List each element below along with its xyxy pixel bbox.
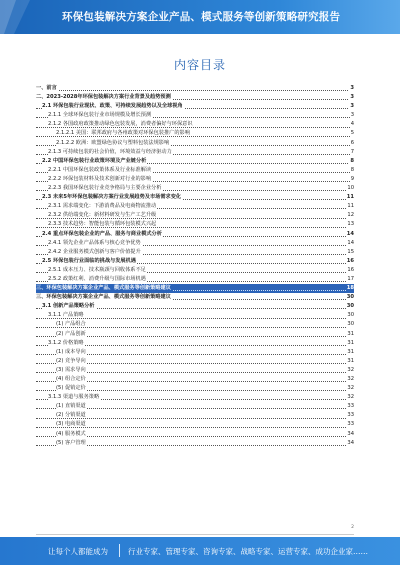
toc-entry-page: 8 [350, 166, 354, 175]
toc-entry-page: 5 [350, 129, 354, 138]
toc-entry-title: 2.5.2 政策红利、消费升级与国际市场机遇 [48, 275, 146, 282]
toc-entry[interactable] [36, 420, 354, 429]
toc-entry[interactable] [36, 439, 354, 448]
toc-entry-title: 三、环保包装解决方案企业产品、模式服务等创新策略建议 [36, 285, 171, 292]
report-title: 环保包装解决方案企业产品、模式服务等创新策略研究报告 [62, 11, 341, 23]
toc-entry[interactable] [36, 357, 354, 366]
toc-entry-title: 2.1.1 全球环保包装行业市场规模及增长预测 [48, 112, 152, 119]
toc-entry-page: 16 [346, 266, 354, 275]
toc-entry-title: 2.3.3 技术趋势：智能包装与循环包装模式兴起 [48, 221, 157, 228]
footer-tagline: 行业专家、管理专家、咨询专家、战略专家、运营专家、成功企业家…… [128, 547, 368, 556]
toc-entry-page: 31 [346, 330, 354, 339]
toc-entry[interactable] [36, 293, 354, 302]
toc-entry-page: 30 [346, 320, 354, 329]
toc-entry-page: 13 [346, 220, 354, 229]
toc-entry-title: (5) 客户管理 [56, 439, 86, 446]
toc-entry-title: 2.4.1 领先企业产品体系与核心竞争优势 [48, 239, 141, 246]
toc-entry-page: 33 [346, 402, 354, 411]
toc-entry[interactable] [36, 175, 354, 184]
toc-entry[interactable] [36, 166, 354, 175]
toc-entry[interactable] [36, 84, 354, 93]
toc-entry[interactable] [36, 139, 354, 148]
footer-separator [119, 544, 120, 557]
toc-entry-page: 16 [346, 257, 354, 266]
toc-entry-page: 30 [346, 293, 354, 302]
toc-entry-title: 2.2.1 中国环保包装政策体系及行业标准解读 [48, 166, 152, 173]
toc-entry-page: 3 [349, 84, 354, 93]
toc-entry-title: 2.1.2 各国政府政策推动绿色包装发展，消费者偏好与环保意识 [48, 121, 193, 128]
toc-entry-title: (3) 电商渠道 [56, 421, 86, 428]
toc-entry[interactable] [36, 339, 354, 348]
toc-entry[interactable] [36, 302, 354, 311]
toc-entry[interactable] [36, 93, 354, 102]
toc-entry[interactable] [36, 248, 354, 257]
toc-entry-page: 3 [349, 93, 354, 102]
toc-entry-title: 3.1.2 价格策略 [48, 339, 84, 346]
toc-entry-title: (1) 成本导向 [56, 348, 86, 355]
toc-entry-title: 2.1.3 可持续包装的社会价值，环境效益与经济驱动力 [48, 148, 172, 155]
toc-entry-title: 2.2.3 我国环保包装行业竞争格局与主要企业分析 [48, 185, 162, 192]
toc-entry-page: 3 [349, 102, 354, 111]
toc-entry-page: 17 [346, 275, 354, 284]
toc-entry[interactable] [36, 220, 354, 229]
page-number: 2 [351, 525, 354, 530]
toc-entry[interactable] [36, 430, 354, 439]
toc-leader-dots [36, 90, 354, 91]
toc-entry[interactable] [36, 411, 354, 420]
toc-entry-title: 2.5 环保包装行业面临的挑战与发展机遇 [42, 257, 136, 264]
toc-entry-title: 一、前言 [36, 85, 57, 91]
toc-entry-title: 三、环保包装解决方案企业产品、模式服务等创新策略建议 [36, 294, 171, 301]
toc-entry-page: 30 [346, 302, 354, 311]
toc-entry[interactable] [36, 257, 354, 266]
toc-entry[interactable] [36, 275, 354, 284]
toc-entry-title: 2.3.1 需求端变化：下游消费品及电商物流推动 [48, 203, 157, 210]
toc-entry-page: 18 [346, 284, 354, 293]
toc-entry[interactable] [36, 120, 354, 129]
toc-entry-page: 33 [346, 420, 354, 429]
toc-entry[interactable] [36, 157, 354, 166]
toc-entry-page: 7 [350, 148, 354, 157]
toc-entry-page: 12 [346, 211, 354, 220]
toc-entry[interactable] [36, 375, 354, 384]
toc-entry[interactable] [36, 330, 354, 339]
toc-entry-title: (4) 服务模式 [56, 430, 86, 437]
header-decoration-icon [0, 0, 40, 34]
table-of-contents [36, 84, 354, 448]
toc-entry-title: 2.3.2 供给端变化：新材料研发与生产工艺升级 [48, 212, 157, 219]
toc-entry-page: 10 [346, 184, 354, 193]
toc-entry[interactable] [36, 402, 354, 411]
toc-entry-title: (2) 竞争导向 [56, 357, 86, 364]
toc-entry-title: 二、2023-2028年环保包装解决方案行业背景及趋势预测 [36, 94, 171, 101]
toc-entry-title: 2.2.2 环保包装材料及技术创新对行业的影响 [48, 175, 152, 182]
toc-entry-title: 2.4.2 企业服务模式创新与客户价值提升 [48, 248, 141, 255]
toc-entry-page: 14 [346, 230, 354, 239]
toc-entry-page: 6 [350, 139, 354, 148]
toc-entry[interactable] [36, 348, 354, 357]
footer-divider [36, 534, 354, 535]
toc-entry-title: 2.1 环保包装行业现状、政策、可持续发展趋势以及全球视角 [42, 103, 183, 110]
toc-entry[interactable] [36, 266, 354, 275]
toc-entry-title: (2) 分销渠道 [56, 412, 86, 419]
toc-entry[interactable] [36, 148, 354, 157]
toc-entry-page: 4 [350, 120, 354, 129]
toc-entry-page: 14 [346, 239, 354, 248]
toc-entry-page: 32 [346, 393, 354, 402]
toc-entry-page: 32 [346, 375, 354, 384]
toc-entry-title: 2.1.2.1 美国：联邦政府与各州政策对环保包装推广的影响 [56, 130, 190, 137]
toc-entry-page: 11 [346, 202, 354, 211]
toc-entry-title: (1) 直销渠道 [56, 403, 86, 410]
toc-entry-title: 2.4 重点环保包装企业的产品、服务与商业模式分析 [42, 230, 162, 237]
toc-entry-title: 3.1 创新产品策略分析 [42, 303, 95, 310]
toc-entry-title: (1) 产品组合 [56, 321, 86, 328]
toc-entry[interactable] [36, 393, 354, 402]
toc-entry[interactable] [36, 320, 354, 329]
toc-entry-page: 8 [349, 157, 354, 166]
toc-entry-page: 31 [346, 357, 354, 366]
toc-entry-title: 2.5.1 成本压力、技术瓶颈与回收体系不足 [48, 266, 146, 273]
toc-entry[interactable] [36, 384, 354, 393]
footer-slogan: 让每个人都能成为 [48, 547, 108, 556]
toc-entry-page: 31 [346, 348, 354, 357]
toc-entry[interactable] [36, 366, 354, 375]
toc-entry[interactable] [36, 111, 354, 120]
toc-entry-title: (4) 组合定价 [56, 376, 86, 382]
toc-entry-page: 34 [346, 430, 354, 439]
toc-entry[interactable] [36, 239, 354, 248]
toc-entry-page: 9 [350, 175, 354, 184]
toc-entry[interactable] [36, 211, 354, 220]
toc-entry[interactable] [36, 202, 354, 211]
toc-entry-page: 33 [346, 411, 354, 420]
toc-entry-title: 2.2 中国环保包装行业政策环境及产业链分析 [42, 157, 147, 164]
toc-entry[interactable] [36, 311, 354, 320]
toc-entry[interactable] [36, 129, 354, 138]
toc-entry-title: 2.1.2.2 欧洲：欧盟绿色协议与塑料包装法规影响 [56, 139, 170, 146]
toc-entry-title: (3) 需求导向 [56, 366, 86, 373]
toc-entry-page: 3 [350, 111, 354, 120]
toc-entry[interactable] [36, 193, 354, 202]
toc-heading: 内容目录 [173, 58, 226, 72]
toc-entry-title: 3.1.1 产品策略 [48, 312, 84, 319]
toc-entry[interactable] [36, 102, 354, 111]
toc-entry-page: 31 [346, 339, 354, 348]
toc-entry[interactable] [36, 184, 354, 193]
toc-entry-title: 2.3 未来5年环保包装解决方案行业发展趋势及市场需求变化 [42, 194, 182, 201]
toc-entry-page: 32 [346, 366, 354, 375]
toc-entry-title: (2) 产品创新 [56, 330, 86, 337]
toc-entry-page: 15 [346, 248, 354, 257]
toc-entry-page: 34 [346, 439, 354, 448]
toc-entry-title: (5) 促销定价 [56, 385, 86, 392]
report-header [0, 0, 400, 34]
toc-entry-page: 30 [346, 311, 354, 320]
toc-entry-page: 32 [346, 384, 354, 393]
toc-entry[interactable] [36, 284, 354, 293]
toc-entry-title: 3.1.3 渠道与服务策略 [48, 394, 100, 401]
toc-entry[interactable] [36, 230, 354, 239]
report-footer [0, 537, 400, 565]
toc-entry-page: 11 [346, 193, 354, 202]
